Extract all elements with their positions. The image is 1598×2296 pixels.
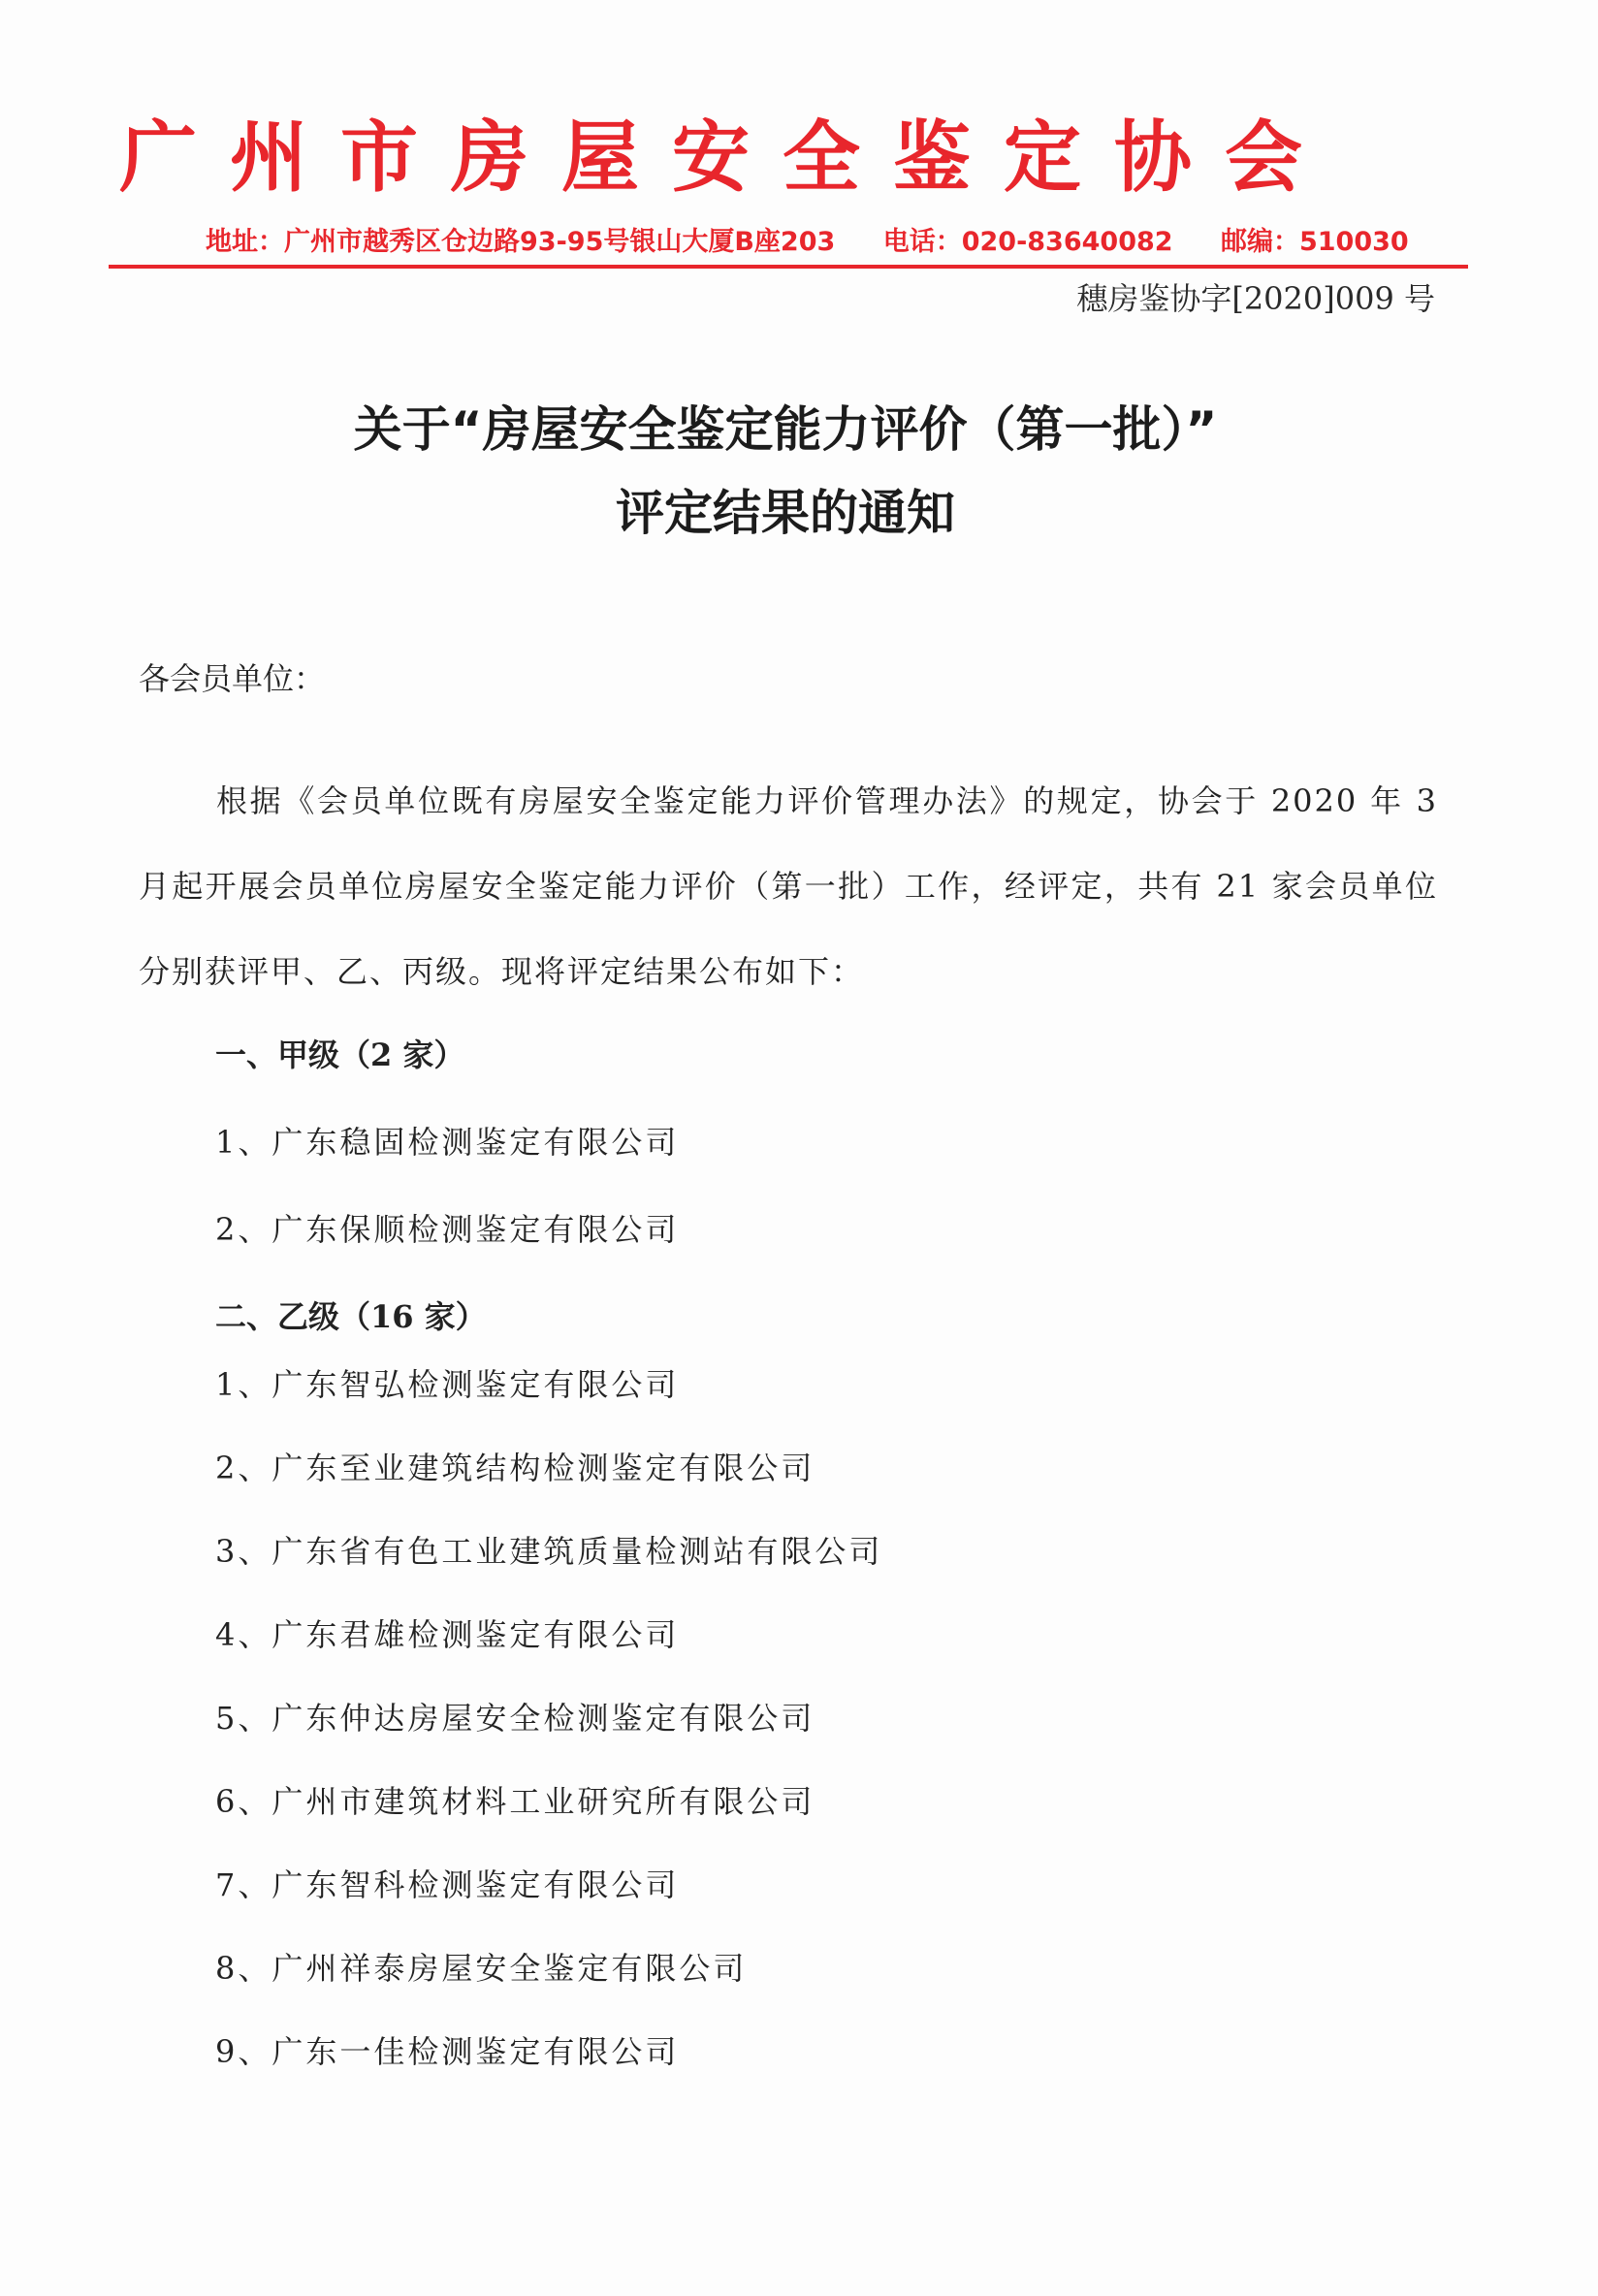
list-item: 1、广东稳固检测鉴定有限公司	[215, 1124, 680, 1161]
list-item: 2、广东至业建筑结构检测鉴定有限公司	[215, 1450, 815, 1486]
letterhead-org-name: 广州市房屋安全鉴定协会	[119, 112, 1335, 203]
results-list	[215, 1034, 1379, 2114]
letterhead-address: 地址：广州市越秀区仓边路93-95号银山大厦B座203	[206, 227, 836, 257]
letterhead-phone: 电话：020-83640082	[882, 227, 1173, 257]
list-item: 5、广东仲达房屋安全检测鉴定有限公司	[215, 1700, 815, 1737]
salutation: 各会员单位：	[139, 660, 326, 697]
document-title-line-1: 关于“房屋安全鉴定能力评价（第一批）”	[353, 401, 1218, 458]
list-item: 6、广州市建筑材料工业研究所有限公司	[215, 1783, 815, 1820]
document-title	[136, 388, 1435, 555]
group-heading-grade-a: 一、甲级（2 家）	[215, 1036, 465, 1073]
list-item: 3、广东省有色工业建筑质量检测站有限公司	[215, 1533, 883, 1570]
list-item: 9、广东一佳检测鉴定有限公司	[215, 2033, 680, 2070]
document-title-line-2: 评定结果的通知	[616, 485, 955, 541]
document-number: 穗房鉴协字[2020]009 号	[1076, 280, 1435, 317]
list-item: 7、广东智科检测鉴定有限公司	[215, 1866, 680, 1903]
letterhead-postcode: 邮编：510030	[1220, 227, 1409, 257]
list-item: 4、广东君雄检测鉴定有限公司	[215, 1616, 680, 1653]
list-item: 8、广州祥泰房屋安全鉴定有限公司	[215, 1950, 748, 1987]
group-heading-grade-b: 二、乙级（16 家）	[215, 1298, 487, 1335]
list-item: 2、广东保顺检测鉴定有限公司	[215, 1211, 680, 1248]
letterhead-contact-line	[206, 225, 1448, 260]
list-item: 1、广东智弘检测鉴定有限公司	[215, 1366, 680, 1403]
body-paragraph: 根据《会员单位既有房屋安全鉴定能力评价管理办法》的规定，协会于 2020 年 3 月起开展会员单位房屋安全鉴定能力评价（第一批）工作，经评定，共有 21 家会员单位分别获评甲、乙、丙级。现将评定结果公布如下：	[139, 782, 1438, 990]
letterhead-divider	[109, 265, 1468, 269]
